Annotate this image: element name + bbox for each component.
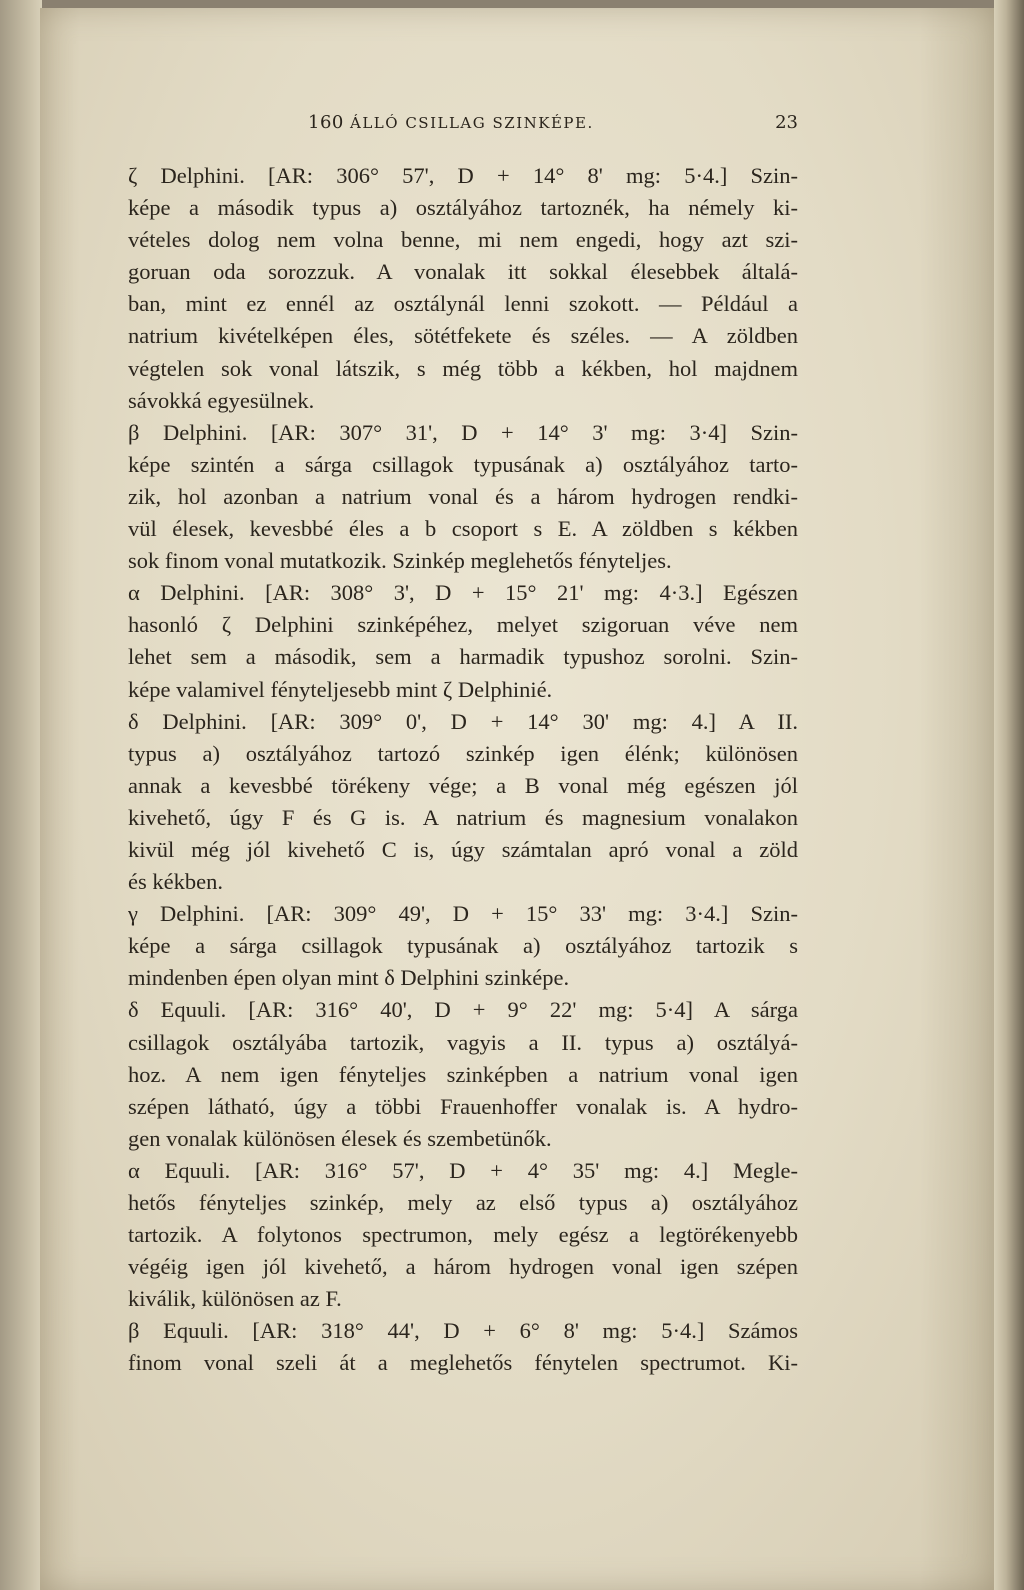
text-line: vül élesek, kevesbbé éles a b csoport s E. A zöldben s kékben bbox=[128, 516, 798, 542]
text-line: képe a sárga csillagok typusának a) osztályához tartozik s bbox=[128, 933, 798, 959]
running-title: ÁLLÓ CSILLAG SZINKÉPE. bbox=[350, 114, 594, 132]
text-line: typus a) osztályához tartozó szinkép igen élénk; különösen bbox=[128, 740, 798, 766]
text-line: képe valamivel fényteljesebb mint ζ Delphinié. bbox=[128, 676, 553, 702]
text-line: kiválik, különösen az F. bbox=[128, 1286, 342, 1312]
text-line: vételes dolog nem volna benne, mi nem engedi, hogy azt szi- bbox=[128, 227, 798, 253]
page-edge-shadow bbox=[994, 0, 1024, 1590]
text-line: β Equuli. [AR: 318° 44', D + 6° 8' mg: 5·4.] Számos bbox=[128, 1318, 798, 1344]
running-header bbox=[308, 112, 798, 142]
text-line: lehet sem a második, sem a harmadik typushoz sorolni. Szin- bbox=[128, 644, 798, 670]
text-line: kivehető, úgy F és G is. A natrium és magnesium vonalakon bbox=[128, 804, 798, 830]
text-line: β Delphini. [AR: 307° 31', D + 14° 3' mg: 3·4] Szin- bbox=[128, 419, 798, 445]
body-text bbox=[128, 160, 798, 1380]
text-line: kivül még jól kivehető C is, úgy számtalan apró vonal a zöld bbox=[128, 836, 798, 862]
text-line: goruan oda sorozzuk. A vonalak itt sokkal élesebbek általá- bbox=[128, 259, 798, 285]
section-number: 23 bbox=[775, 112, 798, 133]
text-line: ban, mint ez ennél az osztálynál lenni szokott. — Például a bbox=[128, 291, 798, 317]
text-line: α Delphini. [AR: 308° 3', D + 15° 21' mg: 4·3.] Egészen bbox=[128, 580, 798, 606]
text-line: végéig igen jól kivehető, a három hydrogen vonal igen szépen bbox=[128, 1254, 798, 1280]
text-line: ζ Delphini. [AR: 306° 57', D + 14° 8' mg: 5·4.] Szin- bbox=[128, 163, 798, 188]
text-line: végtelen sok vonal látszik, s még több a kékben, hol majdnem bbox=[128, 355, 798, 381]
text-line: gen vonalak különösen élesek és szembetünők. bbox=[128, 1125, 552, 1151]
text-line: natrium kivételképen éles, sötétfekete és széles. — A zöldben bbox=[128, 323, 798, 349]
text-line: annak a kevesbbé törékeny vége; a B vonal még egészen jól bbox=[128, 772, 798, 798]
text-line: mindenben épen olyan mint δ Delphini szinképe. bbox=[128, 965, 570, 991]
text-line: α Equuli. [AR: 316° 57', D + 4° 35' mg: 4.] Megle- bbox=[128, 1157, 798, 1183]
text-line: képe a második typus a) osztályához tartoznék, ha némely ki- bbox=[128, 195, 798, 221]
page-number: 160 bbox=[308, 112, 344, 133]
page-gutter-shadow bbox=[0, 0, 42, 1590]
text-line: zik, hol azonban a natrium vonal és a három hydrogen rendki- bbox=[128, 483, 798, 509]
text-line: csillagok osztályába tartozik, vagyis a II. typus a) osztályá- bbox=[128, 1029, 798, 1055]
text-line: szépen látható, úgy a többi Frauenhoffer vonalak is. A hydro- bbox=[128, 1093, 798, 1119]
text-line: hasonló ζ Delphini szinképéhez, melyet szigoruan véve nem bbox=[128, 612, 798, 638]
text-line: γ Delphini. [AR: 309° 49', D + 15° 33' mg: 3·4.] Szin- bbox=[128, 901, 798, 927]
text-line: sok finom vonal mutatkozik. Szinkép meglehetős fényteljes. bbox=[128, 548, 672, 574]
text-line: hetős fényteljes szinkép, mely az első typus a) osztályához bbox=[128, 1190, 798, 1215]
text-line: finom vonal szeli át a meglehetős fénytelen spectrumot. Ki- bbox=[128, 1350, 798, 1376]
text-line: és kékben. bbox=[128, 869, 223, 895]
text-line: δ Delphini. [AR: 309° 0', D + 14° 30' mg: 4.] A II. bbox=[128, 708, 798, 734]
text-line: hoz. A nem igen fényteljes szinképben a natrium vonal igen bbox=[128, 1061, 798, 1087]
text-line: sávokká egyesülnek. bbox=[128, 387, 315, 413]
text-line: képe szintén a sárga csillagok typusának a) osztályához tarto- bbox=[128, 451, 798, 477]
text-line: δ Equuli. [AR: 316° 40', D + 9° 22' mg: 5·4] A sárga bbox=[128, 997, 798, 1023]
text-line: tartozik. A folytonos spectrumon, mely egész a legtörékenyebb bbox=[128, 1222, 798, 1248]
